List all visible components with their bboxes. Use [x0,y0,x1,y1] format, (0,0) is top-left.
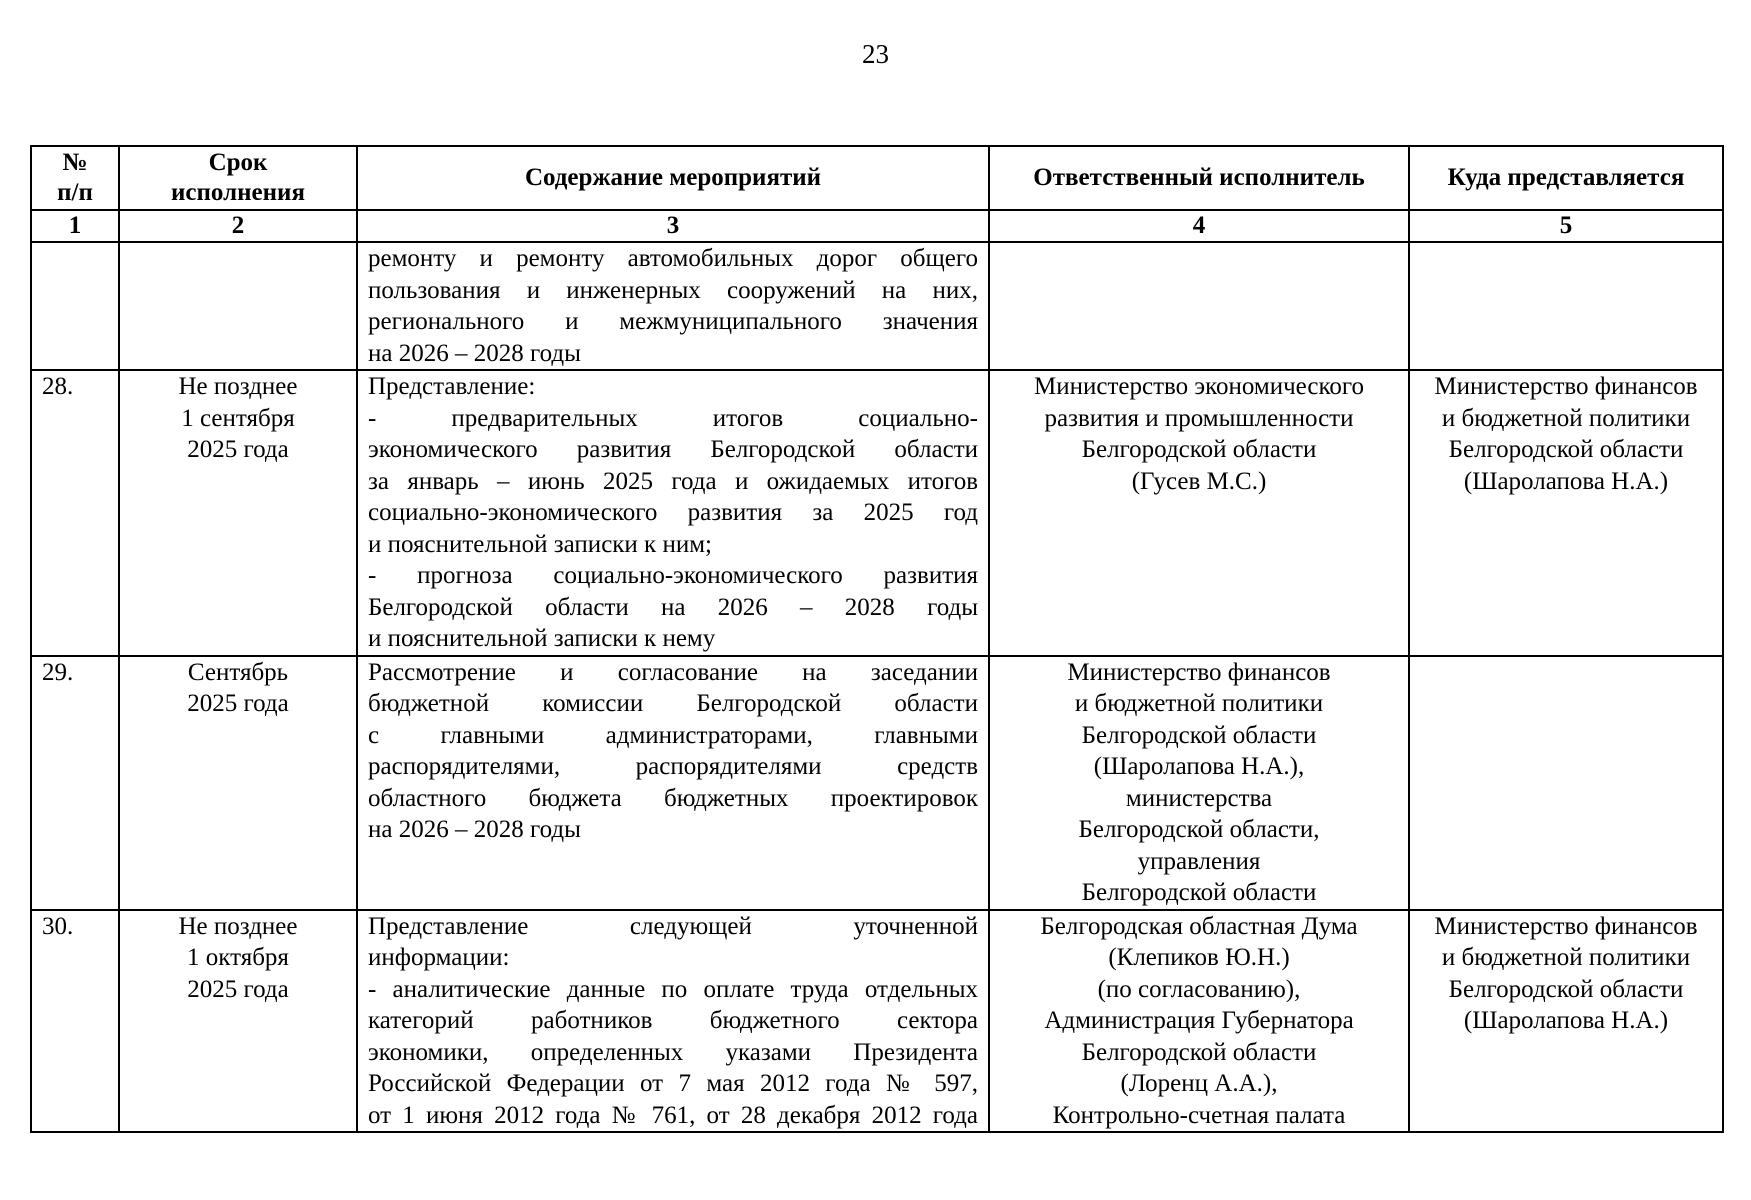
row-num: 28. [31,370,119,656]
header-content: Содержание мероприятий [357,146,989,210]
row-recipient: Министерство финансов и бюджетной политики Белгородской области (Шаролапова Н.А.) [1409,910,1723,1133]
row-num [31,242,119,370]
row-term: Сентябрь 2025 года [119,656,357,910]
page-number: 23 [862,39,889,69]
row-responsible: Министерство экономического развития и промышленности Белгородской области (Гусев М.С.) [989,370,1409,656]
table-row [31,370,1723,656]
row-content: Представление следующей уточненной информации: - аналитические данные по оплате труда отдельных категорий работников бюджетного сектора экономики, определенных указами Президента Российской Федерации от 7 мая 2012 года № 597, от 1 июня 2012 года № 761, от 28 декабря 2012 года [357,910,989,1133]
column-number: 1 [31,210,119,242]
header-term: Срок исполнения [119,146,357,210]
row-content: Рассмотрение и согласование на заседании бюджетной комиссии Белгородской области с главными администраторами, главными распорядителями, распорядителями средств областного бюджета бюджетных проектировок на 2026 – 2028 годы [357,656,989,910]
row-responsible: Белгородская областная Дума (Клепиков Ю.Н.) (по согласованию), Администрация Губернатора Белгородской области (Лоренц А.А.), Контрольно-счетная палата [989,910,1409,1133]
row-num: 29. [31,656,119,910]
row-term [119,242,357,370]
row-content: ремонту и ремонту автомобильных дорог общего пользования и инженерных сооружений на них, регионального и межмуниципального значения на 2026 – 2028 годы [357,242,989,370]
column-number-row [31,210,1723,242]
row-recipient [1409,242,1723,370]
row-content: Представление: - предварительных итогов социально- экономического развития Белгородской области за январь – июнь 2025 года и ожидаемых итогов социально-экономического развития за 2025 год и пояснительной записки к ним; - прогноза социально-экономического развития Белгородской области на 2026 – 2028 годы и пояснительной записки к нему [357,370,989,656]
row-recipient [1409,656,1723,910]
row-num: 30. [31,910,119,1133]
plan-table [30,145,1724,1133]
row-term: Не позднее 1 сентября 2025 года [119,370,357,656]
column-number: 4 [989,210,1409,242]
table-row [31,656,1723,910]
row-responsible: Министерство финансов и бюджетной политики Белгородской области (Шаролапова Н.А.), министерства Белгородской области, управления Белгородской области [989,656,1409,910]
column-number: 5 [1409,210,1723,242]
column-number: 2 [119,210,357,242]
table-header-row [31,146,1723,210]
row-recipient: Министерство финансов и бюджетной политики Белгородской области (Шаролапова Н.А.) [1409,370,1723,656]
row-term: Не позднее 1 октября 2025 года [119,910,357,1133]
header-num: № п/п [31,146,119,210]
header-responsible: Ответственный исполнитель [989,146,1409,210]
column-number: 3 [357,210,989,242]
header-recipient: Куда представляется [1409,146,1723,210]
table-row [31,242,1723,370]
table-row [31,910,1723,1133]
row-responsible [989,242,1409,370]
